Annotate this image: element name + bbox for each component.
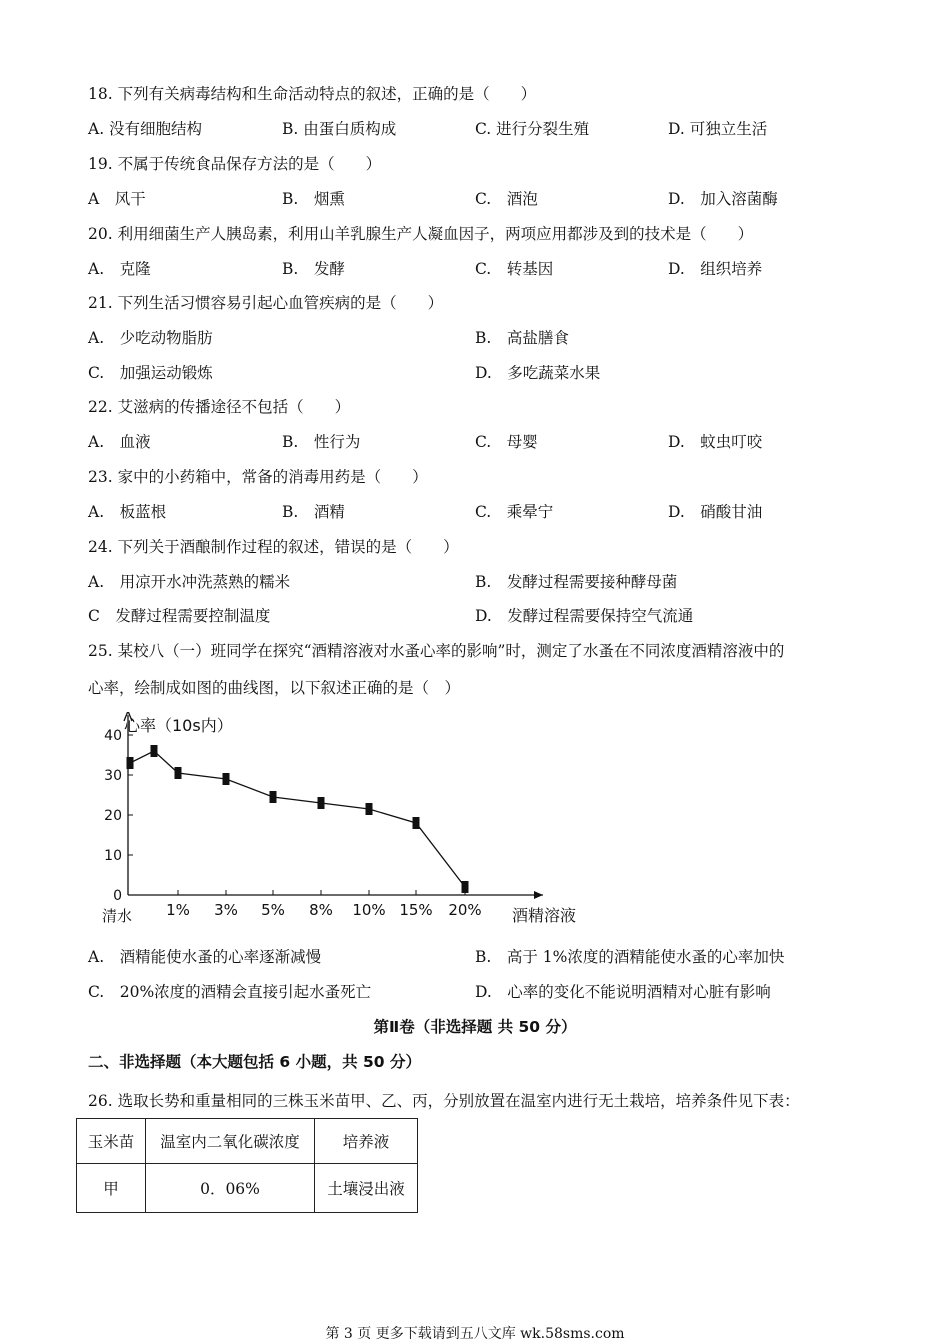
- q20-option-d: D. 组织培养: [668, 260, 763, 278]
- x-tick-label: 10%: [352, 901, 386, 919]
- y-tick-label: 10: [104, 848, 122, 864]
- x-tick-label: 20%: [448, 901, 482, 919]
- data-point: [151, 745, 158, 757]
- q18-option-a: A. 没有细胞结构: [88, 120, 203, 138]
- q19-option-b: B. 烟熏: [282, 190, 345, 208]
- q19-stem: 19. 不属于传统食品保存方法的是（ ）: [88, 155, 382, 173]
- q18-option-b: B. 由蛋白质构成: [282, 120, 397, 138]
- q22-option-b: B. 性行为: [282, 433, 361, 451]
- chart-xlabel: 酒精溶液: [512, 906, 577, 925]
- q19-option-c: C. 酒泡: [475, 190, 538, 208]
- x-tick-label: 5%: [261, 901, 285, 919]
- q25-stem-line1: 25. 某校八（一）班同学在探究“酒精溶液对水蚤心率的影响”时，测定了水蚤在不同浓度酒精溶液中的: [88, 642, 785, 660]
- data-point: [270, 791, 277, 803]
- table-row: [77, 1164, 418, 1213]
- q25-option-c: C. 20%浓度的酒精会直接引起水蚤死亡: [88, 983, 372, 1001]
- q21-stem: 21. 下列生活习惯容易引起心血管疾病的是（ ）: [88, 294, 444, 312]
- page-footer: 第 3 页 更多下载请到五八文库 wk.58sms.com: [325, 1326, 625, 1342]
- q24-option-a: A. 用凉开水冲洗蒸熟的糯米: [88, 573, 291, 591]
- table-cell: 0．06%: [146, 1164, 315, 1213]
- data-point: [127, 757, 134, 769]
- x-tick-label: 清水: [102, 907, 133, 925]
- q20-stem: 20. 利用细菌生产人胰岛素，利用山羊乳腺生产人凝血因子，两项应用都涉及到的技术是（ ）: [88, 225, 754, 243]
- q22-option-a: A. 血液: [88, 433, 151, 451]
- q23-stem: 23. 家中的小药箱中，常备的消毒用药是（ ）: [88, 468, 428, 486]
- q24-stem: 24. 下列关于酒酿制作过程的叙述，错误的是（ ）: [88, 538, 459, 556]
- q26-stem: 26. 选取长势和重量相同的三株玉米苗甲、乙、丙，分别放置在温室内进行无土栽培，培养条件见下表：: [88, 1092, 800, 1110]
- q23-option-b: B. 酒精: [282, 503, 345, 521]
- q23-option-a: A. 板蓝根: [88, 503, 167, 521]
- q18-stem: 18. 下列有关病毒结构和生命活动特点的叙述，正确的是（ ）: [88, 85, 537, 103]
- heart-rate-chart: [88, 712, 608, 928]
- y-tick-label: 0: [113, 888, 122, 904]
- q18-option-c: C. 进行分裂生殖: [475, 120, 590, 138]
- q23-option-d: D. 硝酸甘油: [668, 503, 763, 521]
- table-header-cell: 培养液: [315, 1119, 418, 1164]
- q25-stem-line2: 心率，绘制成如图的曲线图，以下叙述正确的是（ ）: [88, 679, 461, 697]
- data-point: [413, 817, 420, 829]
- q25-option-d: D. 心率的变化不能说明酒精对心脏有影响: [475, 983, 771, 1001]
- q19-option-d: D. 加入溶菌酶: [668, 190, 778, 208]
- data-point: [318, 797, 325, 809]
- q24-option-b: B. 发酵过程需要接种酵母菌: [475, 573, 678, 591]
- q22-option-c: C. 母婴: [475, 433, 538, 451]
- x-tick-label: 1%: [166, 901, 190, 919]
- x-axis-arrow: [534, 891, 543, 899]
- table-header-cell: 玉米苗: [77, 1119, 146, 1164]
- q20-option-a: A. 克隆: [88, 260, 151, 278]
- section2-heading: 二、非选择题（本大题包括 6 小题，共 50 分）: [88, 1053, 421, 1071]
- q20-option-c: C. 转基因: [475, 260, 554, 278]
- x-tick-label: 3%: [214, 901, 238, 919]
- q24-option-c: C 发酵过程需要控制温度: [88, 607, 271, 625]
- table-cell: 土壤浸出液: [315, 1164, 418, 1213]
- x-tick-label: 15%: [399, 901, 433, 919]
- table-cell: 甲: [77, 1164, 146, 1213]
- data-point: [366, 803, 373, 815]
- table-header-cell: 温室内二氧化碳浓度: [146, 1119, 315, 1164]
- table-header-row: [77, 1119, 418, 1164]
- q18-option-d: D. 可独立生活: [668, 120, 768, 138]
- q22-stem: 22. 艾滋病的传播途径不包括（ ）: [88, 398, 351, 416]
- data-point: [462, 881, 469, 893]
- q21-option-d: D. 多吃蔬菜水果: [475, 364, 601, 382]
- q20-option-b: B. 发酵: [282, 260, 345, 278]
- x-tick-label: 8%: [309, 901, 333, 919]
- chart-ylabel: 心率（10s内）: [124, 716, 233, 735]
- y-tick-label: 30: [104, 768, 122, 784]
- q21-option-a: A. 少吃动物脂肪: [88, 329, 213, 347]
- q24-option-d: D. 发酵过程需要保持空气流通: [475, 607, 694, 625]
- data-point: [223, 773, 230, 785]
- q22-option-d: D. 蚊虫叮咬: [668, 433, 763, 451]
- q26-table: [76, 1118, 418, 1213]
- data-point: [175, 767, 182, 779]
- y-tick-label: 20: [104, 808, 122, 824]
- q25-option-b: B. 高于 1%浓度的酒精能使水蚤的心率加快: [475, 948, 785, 966]
- section2-title: 第Ⅱ卷（非选择题 共 50 分）: [373, 1018, 577, 1036]
- q19-option-a: A 风干: [88, 190, 146, 208]
- q23-option-c: C. 乘晕宁: [475, 503, 554, 521]
- q21-option-c: C. 加强运动锻炼: [88, 364, 213, 382]
- q25-option-a: A. 酒精能使水蚤的心率逐渐减慢: [88, 948, 322, 966]
- q21-option-b: B. 高盐膳食: [475, 329, 569, 347]
- y-tick-label: 40: [104, 728, 122, 744]
